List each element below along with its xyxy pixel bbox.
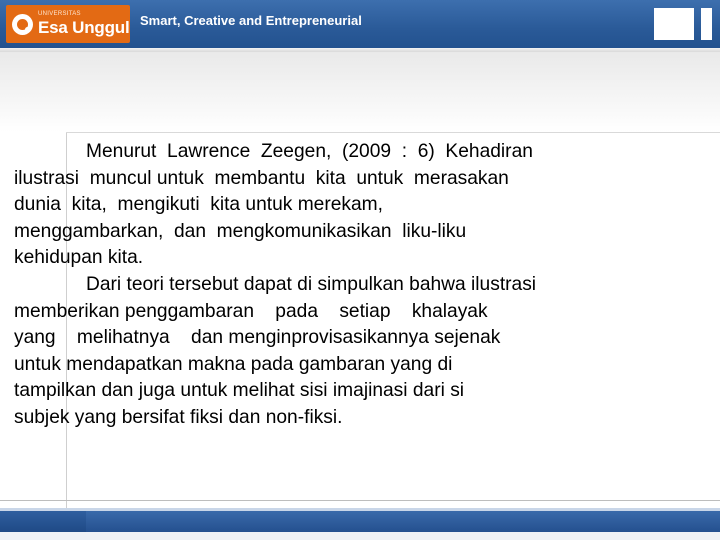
footer-notch xyxy=(0,511,86,532)
logo-emblem-icon xyxy=(12,14,33,35)
footer-bar xyxy=(0,511,720,532)
header-decor-edge xyxy=(701,8,712,40)
paragraph-line: dunia kita, mengikuti kita untuk merekam, xyxy=(14,194,383,216)
university-logo xyxy=(6,5,130,43)
paragraph-line: untuk mendapatkan makna pada gambaran yang di xyxy=(14,353,453,375)
title-band xyxy=(0,52,720,132)
paragraph-line: yang melihatnya dan menginprovisasikannya sejenak xyxy=(14,327,501,349)
paragraph-line: Menurut Lawrence Zeegen, (2009 : 6) Kehadiran xyxy=(86,141,533,162)
logo-subtext: UNIVERSITAS xyxy=(38,11,81,17)
paragraph-line: ilustrasi muncul untuk membantu kita untuk merasakan xyxy=(14,167,509,189)
paragraph-line: kehidupan kita. xyxy=(14,247,144,269)
body-text xyxy=(14,139,704,432)
paragraph-line: menggambarkan, dan mengkomunikasikan liku-liku xyxy=(14,220,467,242)
tagline: Smart, Creative and Entrepreneurial xyxy=(140,13,362,28)
footer-base xyxy=(0,532,720,540)
footer-divider xyxy=(0,500,720,501)
paragraph-line: Dari teori tersebut dapat di simpulkan bahwa ilustrasi xyxy=(86,273,537,295)
paragraph-line: subjek yang bersifat fiksi dan non-fiksi. xyxy=(14,406,343,428)
logo-text: Esa Unggul xyxy=(38,18,130,37)
paragraph-line: memberikan penggambaran pada setiap khalayak xyxy=(14,300,488,322)
header-decor-block xyxy=(654,8,694,40)
content-frame-top xyxy=(66,132,720,133)
header-bar xyxy=(0,0,720,48)
paragraph-line: tampilkan dan juga untuk melihat sisi imajinasi dari si xyxy=(14,380,465,402)
